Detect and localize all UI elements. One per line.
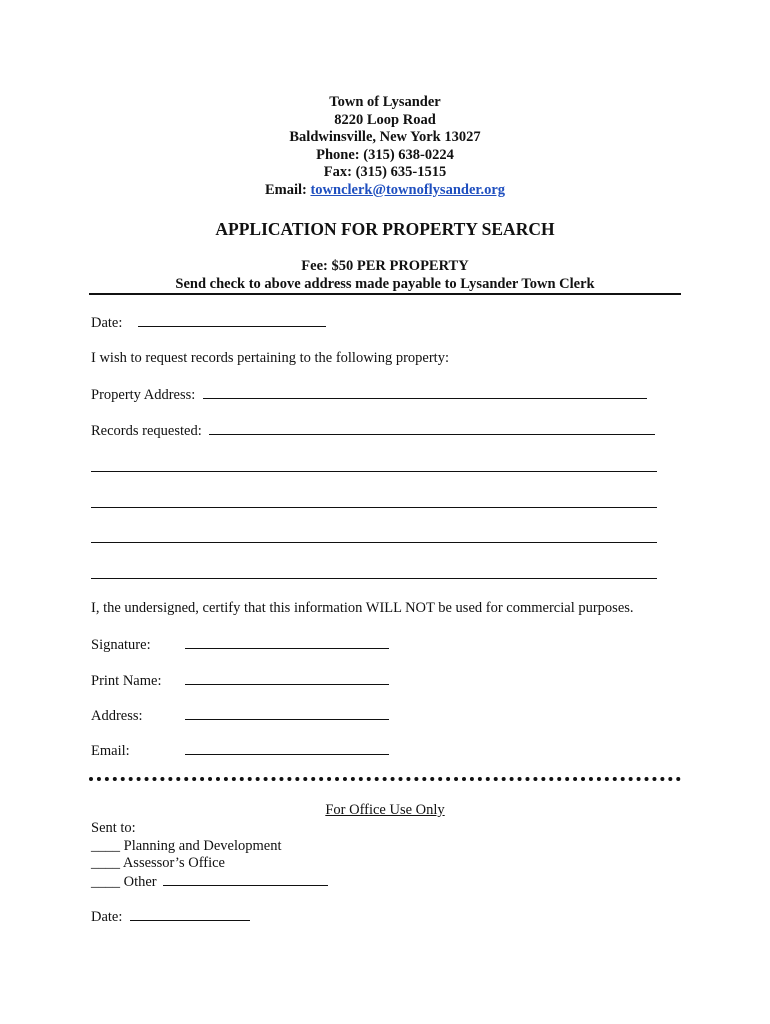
print-name-row <box>91 672 389 690</box>
sent-to-label: Sent to: <box>91 820 136 836</box>
office-use-title: For Office Use Only <box>325 802 445 818</box>
fee-text: Fee: $50 PER PROPERTY <box>301 258 469 274</box>
email-field-label: Email: <box>91 743 130 759</box>
payment-instructions: Send check to above address made payable to Lysander Town Clerk <box>175 275 595 292</box>
office-use-heading <box>0 802 770 819</box>
date-row <box>91 314 326 332</box>
option-label: Assessor’s Office <box>122 855 225 871</box>
email-label: Email: <box>264 181 307 198</box>
letterhead <box>0 94 770 199</box>
email-line <box>0 182 770 200</box>
print-name-label: Print Name: <box>91 673 162 689</box>
option-label: Other <box>123 873 157 890</box>
email-link[interactable]: townclerk@townoflysander.org <box>310 181 506 198</box>
address-row <box>91 707 389 725</box>
option-label: Planning and Development <box>123 837 282 854</box>
option-assessor[interactable] <box>91 855 328 873</box>
email-field[interactable] <box>185 742 389 755</box>
street-address: 8220 Loop Road <box>334 111 436 128</box>
office-date-row <box>91 908 250 926</box>
office-divider <box>89 777 681 781</box>
option-blank: ____ <box>91 837 120 854</box>
option-blank: ____ <box>91 855 120 871</box>
option-other[interactable] <box>91 873 328 892</box>
signature-row <box>91 636 389 654</box>
request-statement: I wish to request records pertaining to the following property: <box>91 350 449 366</box>
fax-number: Fax: (315) 635-1515 <box>323 164 447 180</box>
signature-label: Signature: <box>91 637 151 653</box>
header-divider <box>89 293 681 295</box>
address-field[interactable] <box>185 707 389 720</box>
signature-field[interactable] <box>185 636 389 649</box>
option-planning[interactable] <box>91 838 328 856</box>
option-blank: ____ <box>91 873 120 890</box>
office-date-label: Date: <box>91 909 123 925</box>
date-field[interactable] <box>138 314 326 327</box>
city-state-zip: Baldwinsville, New York 13027 <box>289 129 481 145</box>
address-label: Address: <box>91 708 143 724</box>
property-address-label: Property Address: <box>91 387 196 403</box>
print-name-field[interactable] <box>185 672 389 685</box>
email-row <box>91 742 389 760</box>
records-requested-label: Records requested: <box>91 423 202 439</box>
records-requested-field[interactable] <box>209 422 655 435</box>
form-title: APPLICATION FOR PROPERTY SEARCH <box>215 219 555 239</box>
property-address-field[interactable] <box>203 386 647 399</box>
phone-number: Phone: (315) 638-0224 <box>316 146 454 163</box>
date-label: Date: <box>91 315 123 331</box>
fee-block <box>0 258 770 293</box>
records-line-4[interactable] <box>91 542 657 543</box>
office-date-field[interactable] <box>130 908 250 921</box>
office-section <box>91 820 328 891</box>
certification-statement: I, the undersigned, certify that this information WILL NOT be used for commercial purposes. <box>91 600 634 616</box>
records-line-5[interactable] <box>91 578 657 579</box>
other-field[interactable] <box>163 873 328 886</box>
records-line-2[interactable] <box>91 471 657 472</box>
records-requested-row <box>91 422 655 440</box>
records-line-3[interactable] <box>91 507 657 508</box>
org-name: Town of Lysander <box>329 94 441 110</box>
property-address-row <box>91 386 647 404</box>
